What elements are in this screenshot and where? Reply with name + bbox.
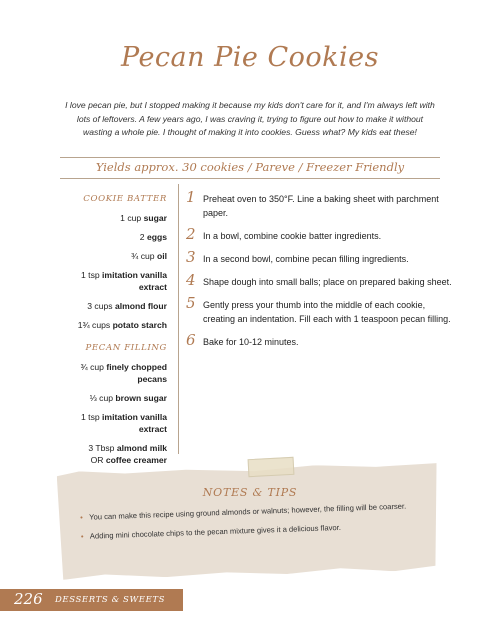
step-text: Preheat oven to 350°F. Line a baking sheet with parchment paper. — [203, 194, 439, 218]
step-number: 4 — [186, 271, 196, 289]
step-item — [186, 331, 454, 349]
recipe-intro: I love pecan pie, but I stopped making it because my kids don't care for it, and I'm always left with lots of leftovers. A few years ago, I was craving it, trying to figure out how to make it without wasting a whole pie. I thought of making it into cookies. Guess what? My kids eat these! — [65, 100, 435, 137]
step-number: 5 — [186, 294, 196, 312]
ingredient-item: 1 tsp imitation vanilla extract — [81, 270, 167, 292]
ingredient-item: 1¾ cups potato starch — [77, 320, 167, 330]
step-text: Gently press your thumb into the middle of each cookie, creating an indentation. Fill each with 1 teaspoon pecan filling. — [203, 300, 451, 324]
ingredient-item: ⅓ cup brown sugar — [89, 393, 167, 403]
section-name: DESSERTS & SWEETS — [55, 595, 166, 605]
pecan-filling-heading: PECAN FILLING — [85, 343, 167, 353]
page-number: 226 — [14, 590, 43, 608]
step-text: Shape dough into small balls; place on prepared baking sheet. — [203, 277, 452, 287]
step-text: In a second bowl, combine pecan filling ingredients. — [203, 254, 409, 264]
divider — [60, 157, 440, 158]
ingredient-item: ¾ cup oil — [131, 251, 167, 261]
step-item — [186, 271, 454, 289]
recipe-title: Pecan Pie Cookies — [121, 42, 379, 73]
yields-line: Yields approx. 30 cookies / Pareve / Freezer Friendly — [95, 160, 405, 174]
ingredient-item: 3 cups almond flour — [87, 301, 167, 311]
cookie-batter-heading: COOKIE BATTER — [83, 194, 167, 204]
step-number: 3 — [186, 248, 196, 266]
notes-heading: NOTES & TIPS — [202, 486, 298, 499]
step-item — [186, 225, 454, 243]
step-number: 1 — [186, 188, 196, 206]
step-item — [186, 294, 454, 326]
ingredient-item: 2 eggs — [139, 232, 167, 242]
ingredient-item: ¾ cup finely chopped pecans — [80, 362, 167, 384]
bullet-icon: • — [80, 512, 84, 522]
step-text: Bake for 10-12 minutes. — [203, 337, 299, 347]
note-item: • Adding mini chocolate chips to the pecan mixture gives it a delicious flavor. — [80, 522, 342, 541]
divider — [60, 178, 440, 179]
step-number: 2 — [186, 225, 196, 243]
step-number: 6 — [186, 331, 196, 349]
bullet-icon: • — [80, 531, 84, 541]
steps-list — [186, 188, 454, 358]
note-item: • You can make this recipe using ground almonds or walnuts; however, the filling will be coarser. — [80, 501, 407, 522]
step-text: In a bowl, combine cookie batter ingredients. — [203, 231, 382, 241]
footer-bar — [0, 589, 183, 611]
ingredients-column — [62, 193, 167, 473]
step-item — [186, 188, 454, 220]
step-item — [186, 248, 454, 266]
tape-strip — [248, 457, 295, 477]
ingredient-item: 1 tsp imitation vanilla extract — [81, 412, 167, 434]
column-divider — [178, 184, 179, 454]
ingredient-item: 1 cup sugar — [120, 213, 167, 223]
ingredient-item: 3 Tbsp almond milk OR coffee creamer — [88, 443, 167, 465]
